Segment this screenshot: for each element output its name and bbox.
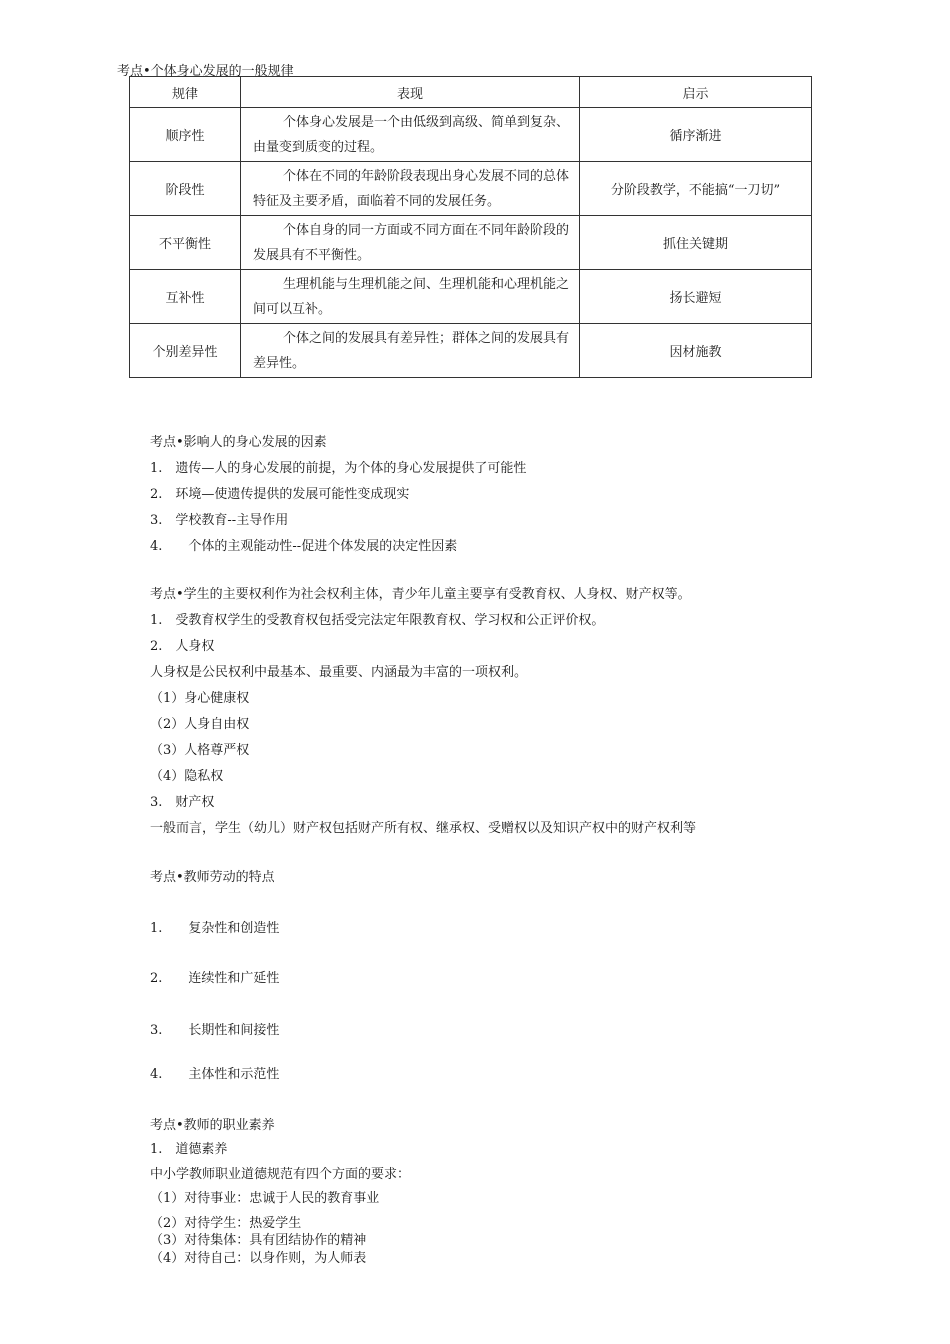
list-item: （3）对待集体：具有团结协作的精神 xyxy=(150,1233,367,1248)
list-item: （2）人身自由权 xyxy=(150,717,250,732)
desc-text: 个体自身的同一方面或不同方面在不同年龄阶段的发展具有不平衡性。 xyxy=(253,223,570,263)
desc-text: 生理机能与生理机能之间、生理机能和心理机能之间可以互补。 xyxy=(253,277,570,317)
header-manifestation: 表现 xyxy=(241,77,580,108)
section-title-teacher-literacy: 考点•教师的职业素养 xyxy=(150,1118,275,1133)
list-item: 1. 受教育权学生的受教育权包括受完法定年限教育权、学习权和公正评价权。 xyxy=(150,613,605,628)
header-law: 规律 xyxy=(130,77,241,108)
paragraph: 中小学教师职业道德规范有四个方面的要求： xyxy=(150,1167,411,1182)
list-item: （4）隐私权 xyxy=(150,769,224,784)
section-title-development-laws: 考点•个体身心发展的一般规律 xyxy=(117,64,294,79)
list-item: 2. 人身权 xyxy=(150,639,215,654)
desc-cell xyxy=(241,162,580,216)
table-row xyxy=(130,324,812,378)
table-row xyxy=(130,270,812,324)
desc-cell xyxy=(241,108,580,162)
list-item: 2. 连续性和广延性 xyxy=(150,971,280,986)
section-title-student-rights: 考点•学生的主要权利作为社会权利主体，青少年儿童主要享有受教育权、人身权、财产权等。 xyxy=(150,587,691,602)
list-item: 3. 学校教育--主导作用 xyxy=(150,513,289,528)
list-item: （1）身心健康权 xyxy=(150,691,250,706)
table-row xyxy=(130,162,812,216)
list-item: 3. 财产权 xyxy=(150,795,215,810)
table-row xyxy=(130,216,812,270)
law-cell: 互补性 xyxy=(130,270,241,324)
insight-cell: 扬长避短 xyxy=(580,270,812,324)
list-item: （2）对待学生：热爱学生 xyxy=(150,1216,302,1231)
list-item: 1. 遗传—人的身心发展的前提，为个体的身心发展提供了可能性 xyxy=(150,461,527,476)
law-cell: 不平衡性 xyxy=(130,216,241,270)
table-row xyxy=(130,108,812,162)
list-item: 2. 环境—使遗传提供的发展可能性变成现实 xyxy=(150,487,410,502)
law-cell: 阶段性 xyxy=(130,162,241,216)
insight-cell: 循序渐进 xyxy=(580,108,812,162)
header-insight: 启示 xyxy=(580,77,812,108)
insight-cell: 因材施教 xyxy=(580,324,812,378)
desc-text: 个体之间的发展具有差异性；群体之间的发展具有差异性。 xyxy=(253,331,570,371)
list-item: 1. 道德素养 xyxy=(150,1142,228,1157)
insight-cell: 分阶段教学，不能搞“一刀切” xyxy=(580,162,812,216)
desc-cell xyxy=(241,216,580,270)
table-header-row xyxy=(130,77,812,108)
paragraph: 人身权是公民权利中最基本、最重要、内涵最为丰富的一项权利。 xyxy=(150,665,528,680)
list-item: 1. 复杂性和创造性 xyxy=(150,921,280,936)
list-item: （1）对待事业：忠诚于人民的教育事业 xyxy=(150,1191,380,1206)
desc-cell xyxy=(241,324,580,378)
development-laws-table xyxy=(129,76,812,378)
list-item: 3. 长期性和间接性 xyxy=(150,1023,280,1038)
list-item: 4. 个体的主观能动性--促进个体发展的决定性因素 xyxy=(150,539,458,554)
list-item: 4. 主体性和示范性 xyxy=(150,1067,280,1082)
desc-cell xyxy=(241,270,580,324)
law-cell: 个别差异性 xyxy=(130,324,241,378)
list-item: （3）人格尊严权 xyxy=(150,743,250,758)
insight-cell: 抓住关键期 xyxy=(580,216,812,270)
law-cell: 顺序性 xyxy=(130,108,241,162)
section-title-teacher-labor: 考点•教师劳动的特点 xyxy=(150,870,275,885)
desc-text: 个体在不同的年龄阶段表现出身心发展不同的总体特征及主要矛盾，面临着不同的发展任务。 xyxy=(253,169,570,209)
desc-text: 个体身心发展是一个由低级到高级、简单到复杂、由量变到质变的过程。 xyxy=(253,115,570,155)
list-item: （4）对待自己：以身作则，为人师表 xyxy=(150,1251,367,1266)
section-title-influencing-factors: 考点•影响人的身心发展的因素 xyxy=(150,435,327,450)
paragraph: 一般而言，学生（幼儿）财产权包括财产所有权、继承权、受赠权以及知识产权中的财产权利等 xyxy=(150,821,697,836)
